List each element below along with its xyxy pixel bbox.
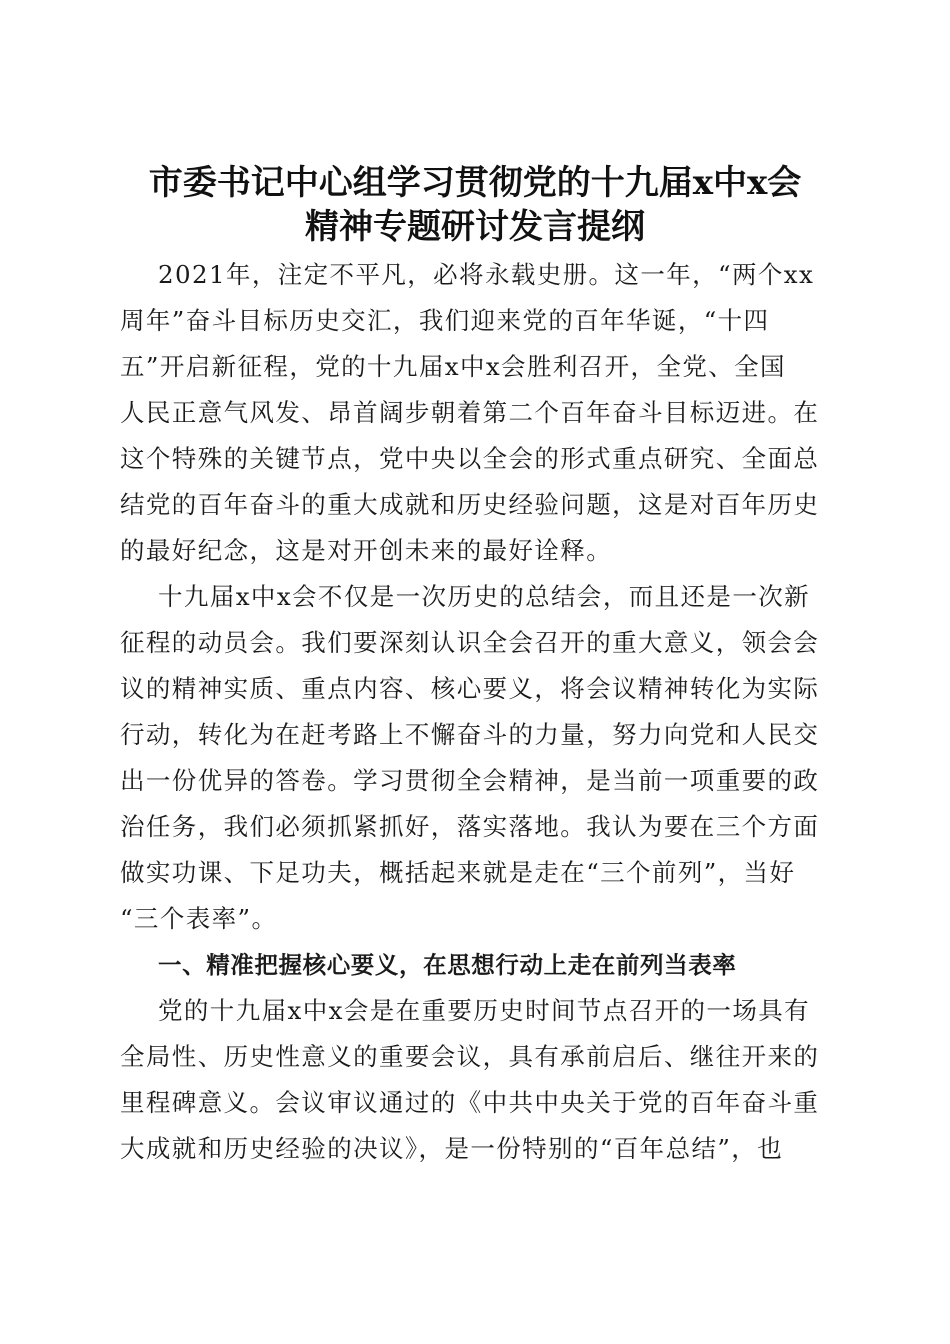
paragraph-line: 结党的百年奋斗的重大成就和历史经验问题，这是对百年历史 [120, 490, 820, 519]
second-paragraph [120, 574, 830, 942]
paragraph-line: 出一份优异的答卷。学习贯彻全会精神，是当前一项重要的政 [120, 766, 820, 795]
document-title-line-1: 市委书记中心组学习贯彻党的十九届x中x会 [148, 162, 802, 203]
section-heading [120, 942, 830, 988]
paragraph-line: 做实功课、下足功夫，概括起来就是走在“三个前列”，当好 [120, 858, 796, 887]
paragraph-line: 十九届x中x会不仅是一次历史的总结会，而且还是一次新 [158, 582, 811, 611]
paragraph-line: 全局性、历史性意义的重要会议，具有承前启后、继往开来的 [120, 1042, 820, 1071]
paragraph-line: 议的精神实质、重点内容、核心要义，将会议精神转化为实际 [120, 674, 820, 703]
paragraph-line: 党的十九届x中x会是在重要历史时间节点召开的一场具有 [158, 996, 811, 1025]
section-heading-text: 一、精准把握核心要义，在思想行动上走在前列当表率 [158, 951, 737, 979]
paragraph-line: 大成就和历史经验的决议》，是一份特别的“百年总结”，也 [120, 1134, 784, 1163]
paragraph-line: 的最好纪念，这是对开创未来的最好诠释。 [120, 536, 613, 565]
section-paragraph [120, 988, 830, 1172]
paragraph-line: 治任务，我们必须抓紧抓好，落实落地。我认为要在三个方面 [120, 812, 820, 841]
document-title [100, 161, 850, 249]
paragraph-line: 征程的动员会。我们要深刻认识全会召开的重大意义，领会会 [120, 628, 820, 657]
paragraph-line: 2021年，注定不平凡，必将永载史册。这一年，“两个xx [158, 260, 815, 289]
paragraph-line: 行动，转化为在赶考路上不懈奋斗的力量，努力向党和人民交 [120, 720, 820, 749]
paragraph-line: 这个特殊的关键节点，党中央以全会的形式重点研究、全面总 [120, 444, 820, 473]
document-body [120, 252, 830, 1172]
intro-paragraph [120, 252, 830, 574]
paragraph-line: 里程碑意义。会议审议通过的《中共中央关于党的百年奋斗重 [120, 1088, 820, 1117]
document-title-line-2: 精神专题研讨发言提纲 [305, 206, 645, 247]
paragraph-line: “三个表率”。 [120, 904, 278, 933]
paragraph-line: 人民正意气风发、昂首阔步朝着第二个百年奋斗目标迈进。在 [120, 398, 820, 427]
paragraph-line: 五”开启新征程，党的十九届x中x会胜利召开，全党、全国 [120, 352, 786, 381]
paragraph-line: 周年”奋斗目标历史交汇，我们迎来党的百年华诞，“十四 [120, 306, 770, 335]
